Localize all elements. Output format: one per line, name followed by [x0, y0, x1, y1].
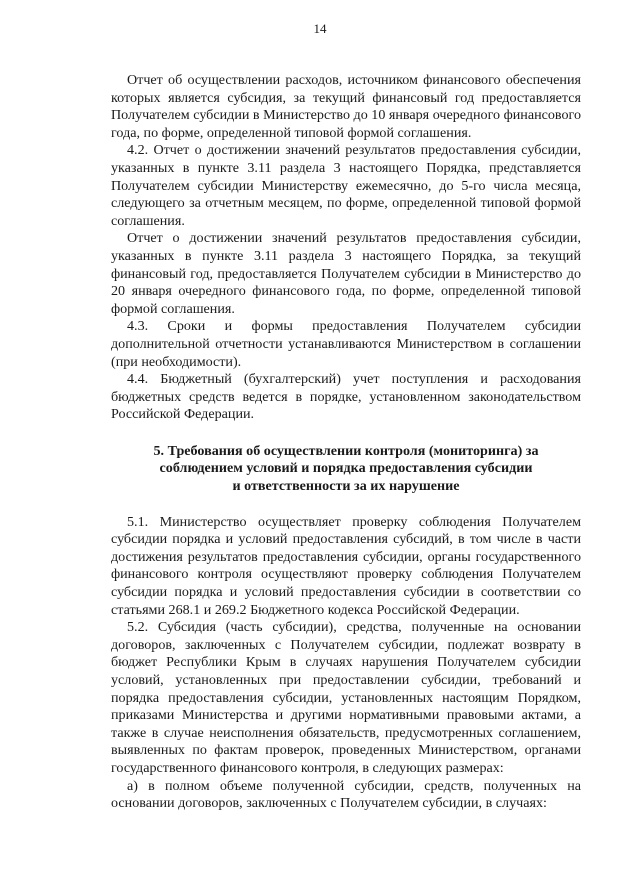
section-5-heading-line-2: соблюдением условий и порядка предоставления субсидии	[159, 460, 533, 477]
paragraph-4-3: 4.3. Сроки и формы предоставления Получателем субсидии дополнительной отчетности устанавливаются Министерством в соглашении (при необходимости).	[111, 318, 581, 370]
paragraph-5-2: 5.2. Субсидия (часть субсидии), средства, полученные на основании договоров, заключенных с Получателем субсидии, подлежат возврату в бюджет Республики Крым в случаях нарушения Получателем субсидии условий, установленных при предоставлении субсидии, требований и порядка предоставления субсидии, установленных настоящим Порядком, приказами Министерства и другими нормативными правовыми актами, а также в случае неисполнения обязательств, предусмотренных соглашением, выявленных по фактам проверок, проведенных Министерством, органами государственного финансового контроля, в следующих размерах:	[111, 619, 581, 776]
paragraph-5-2-a: а) в полном объеме полученной субсидии, средств, полученных на основании договоров, заключенных с Получателем субсидии, в случаях:	[111, 777, 581, 812]
paragraph-4-4: 4.4. Бюджетный (бухгалтерский) учет поступления и расходования бюджетных средств ведется в порядке, установленном законодательством Российской Федерации.	[111, 371, 581, 423]
paragraph-4-2: 4.2. Отчет о достижении значений результатов предоставления субсидии, указанных в пункте 3.11 раздела 3 настоящего Порядка, представляется Получателем субсидии Министерству ежемесячно, до 5-го числа месяца, следующего за отчетным месяцем, по форме, определенной типовой формой соглашения.	[111, 142, 581, 229]
section-5-heading	[111, 443, 581, 496]
paragraph-annual-results-report: Отчет о достижении значений результатов предоставления субсидии, указанных в пункте 3.11 раздела 3 настоящего Порядка, за текущий финансовый год, предоставляется Получателем субсидии в Министерство до 20 января очередного финансового года, по форме, определенной типовой формой соглашения.	[111, 230, 581, 317]
paragraph-5-1: 5.1. Министерство осуществляет проверку соблюдения Получателем субсидии порядка и условий предоставления субсидий, в том числе в части достижения результатов предоставления субсидии, органы государственного финансового контроля осуществляют проверку соблюдения Получателем субсидии порядка и условий предоставления субсидии в соответствии со статьями 268.1 и 269.2 Бюджетного кодекса Российской Федерации.	[111, 513, 581, 618]
document-body	[111, 72, 581, 813]
section-5-heading-line-3: и ответственности за их нарушение	[232, 478, 460, 495]
section-5-heading-line-1: 5. Требования об осуществлении контроля (мониторинга) за	[153, 442, 539, 459]
paragraph-expense-report: Отчет об осуществлении расходов, источником финансового обеспечения которых является субсидия, за текущий финансовый год предоставляется Получателем субсидии в Министерство до 10 января очередного финансового года, по форме, определенной типовой формой соглашения.	[111, 72, 581, 141]
page-number: 14	[313, 21, 327, 36]
